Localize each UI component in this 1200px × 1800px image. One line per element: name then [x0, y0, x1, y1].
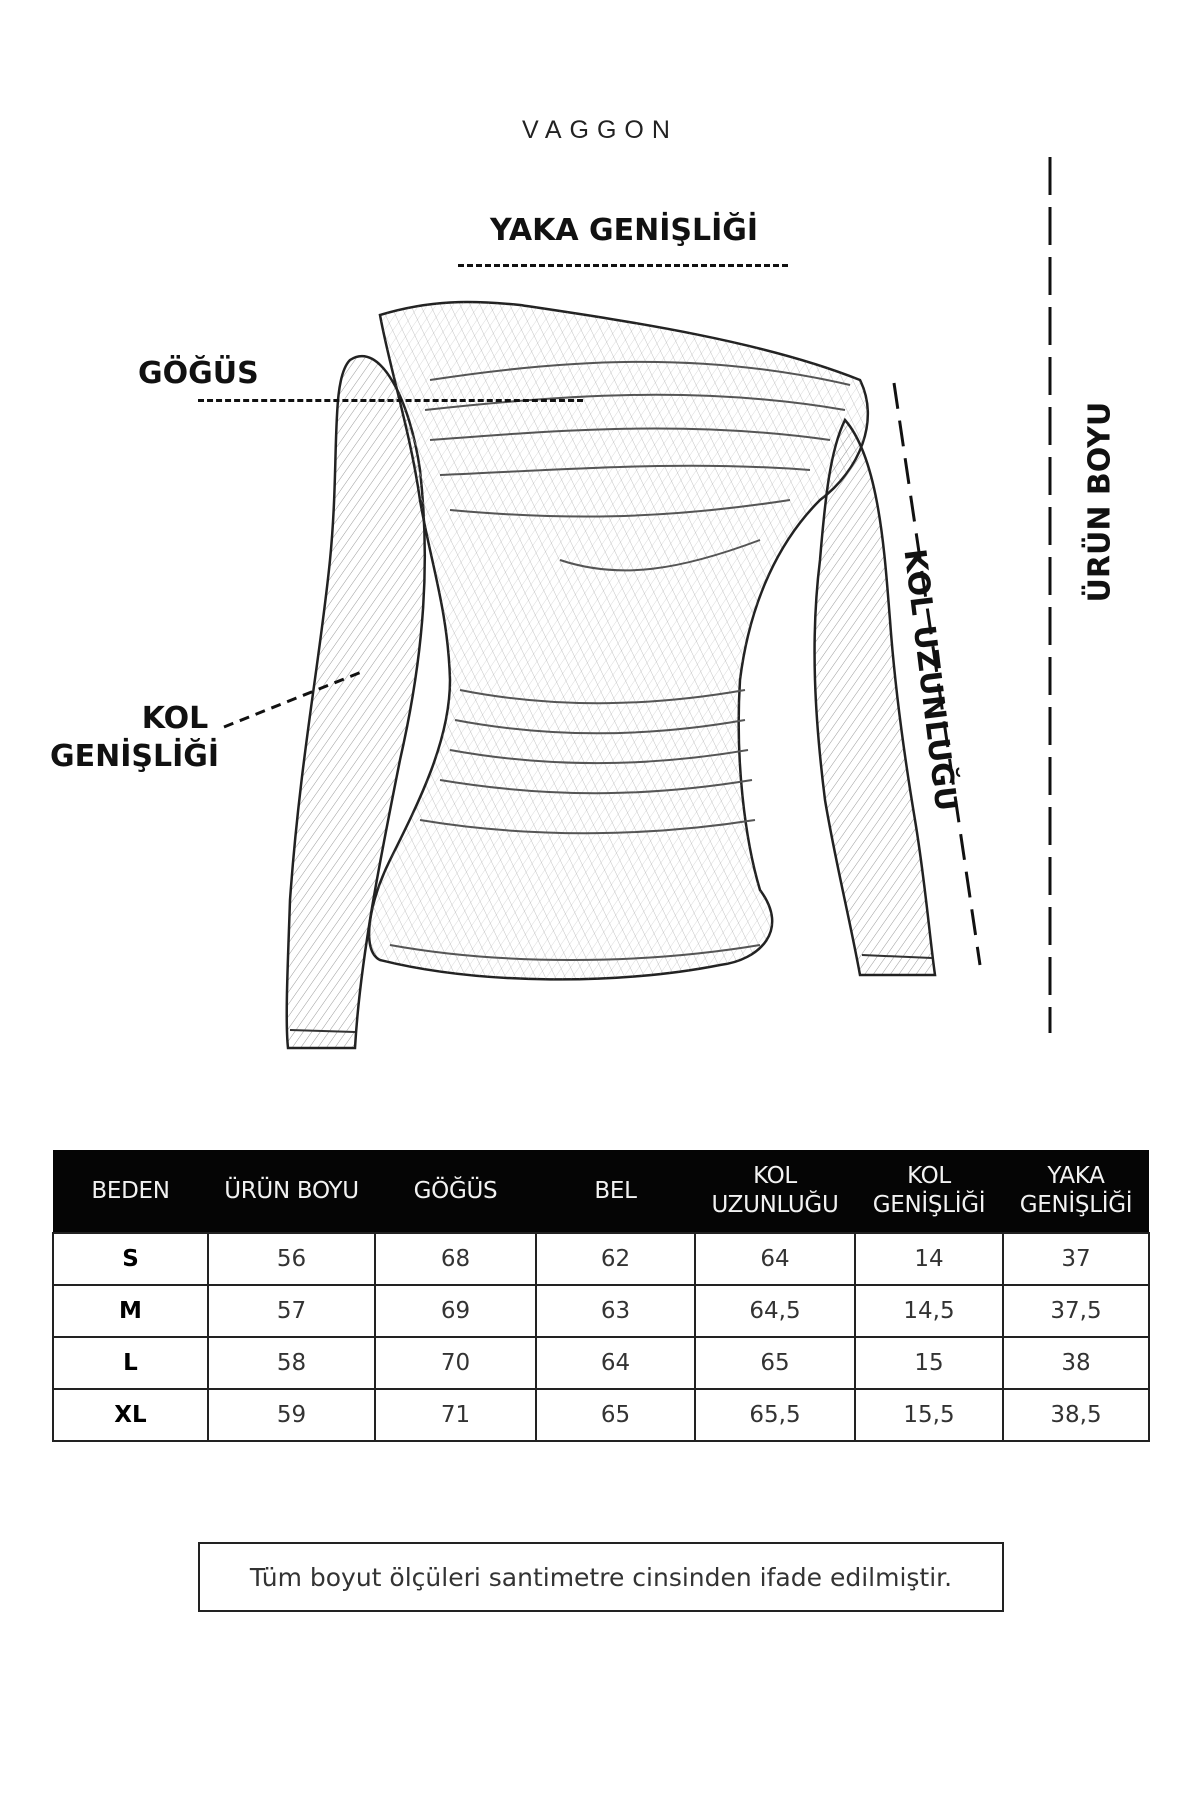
- size-table: [52, 1150, 1150, 1442]
- cell-gogus: 69: [375, 1285, 536, 1337]
- cell-kol-uzunlugu: 65: [695, 1337, 855, 1389]
- cell-size: S: [53, 1233, 208, 1285]
- brand-logo: VAGGON: [522, 116, 678, 144]
- cell-kol-uzunlugu: 64,5: [695, 1285, 855, 1337]
- cell-kol-genisligi: 14: [855, 1233, 1003, 1285]
- header-beden: BEDEN: [53, 1150, 208, 1233]
- header-bel: BEL: [536, 1150, 695, 1233]
- dash-kol-genisligi: [220, 665, 370, 735]
- cell-yaka-genisligi: 37,5: [1003, 1285, 1149, 1337]
- label-urun-boyu: ÜRÜN BOYU: [1082, 401, 1118, 603]
- label-yaka-genisligi: YAKA GENİŞLİĞİ: [490, 213, 759, 248]
- cell-size: XL: [53, 1389, 208, 1441]
- dash-urun-boyu: [1040, 155, 1060, 1035]
- cell-size: L: [53, 1337, 208, 1389]
- size-table-header: [53, 1150, 1149, 1233]
- cell-size: M: [53, 1285, 208, 1337]
- cell-yaka-genisligi: 38: [1003, 1337, 1149, 1389]
- cell-urun-boyu: 58: [208, 1337, 375, 1389]
- header-kol-uzunlugu: KOL UZUNLUĞU: [695, 1150, 855, 1233]
- cell-kol-uzunlugu: 65,5: [695, 1389, 855, 1441]
- cell-yaka-genisligi: 37: [1003, 1233, 1149, 1285]
- dash-yaka-genisligi: [458, 264, 788, 267]
- cell-bel: 62: [536, 1233, 695, 1285]
- cell-kol-genisligi: 14,5: [855, 1285, 1003, 1337]
- dash-gogus: [198, 399, 583, 402]
- cell-urun-boyu: 56: [208, 1233, 375, 1285]
- header-urun-boyu: ÜRÜN BOYU: [208, 1150, 375, 1233]
- cell-bel: 64: [536, 1337, 695, 1389]
- table-row: [53, 1233, 1149, 1285]
- header-gogus: GÖĞÜS: [375, 1150, 536, 1233]
- label-kol-genisligi-line1: KOL: [141, 701, 209, 736]
- cell-gogus: 68: [375, 1233, 536, 1285]
- units-note: Tüm boyut ölçüleri santimetre cinsinden ifade edilmiştir.: [198, 1542, 1004, 1612]
- cell-kol-uzunlugu: 64: [695, 1233, 855, 1285]
- label-kol-uzunlugu: KOL UZUNLUĞU: [896, 546, 964, 814]
- cell-gogus: 71: [375, 1389, 536, 1441]
- cell-urun-boyu: 57: [208, 1285, 375, 1337]
- header-yaka-genisligi: YAKA GENİŞLİĞİ: [1003, 1150, 1149, 1233]
- label-gogus: GÖĞÜS: [138, 356, 259, 391]
- cell-bel: 65: [536, 1389, 695, 1441]
- table-row: [53, 1389, 1149, 1441]
- cell-kol-genisligi: 15: [855, 1337, 1003, 1389]
- cell-urun-boyu: 59: [208, 1389, 375, 1441]
- cell-yaka-genisligi: 38,5: [1003, 1389, 1149, 1441]
- cell-kol-genisligi: 15,5: [855, 1389, 1003, 1441]
- cell-bel: 63: [536, 1285, 695, 1337]
- header-kol-genisligi: KOL GENİŞLİĞİ: [855, 1150, 1003, 1233]
- table-row: [53, 1285, 1149, 1337]
- table-row: [53, 1337, 1149, 1389]
- cell-gogus: 70: [375, 1337, 536, 1389]
- label-kol-genisligi-line2: GENİŞLİĞİ: [50, 739, 220, 774]
